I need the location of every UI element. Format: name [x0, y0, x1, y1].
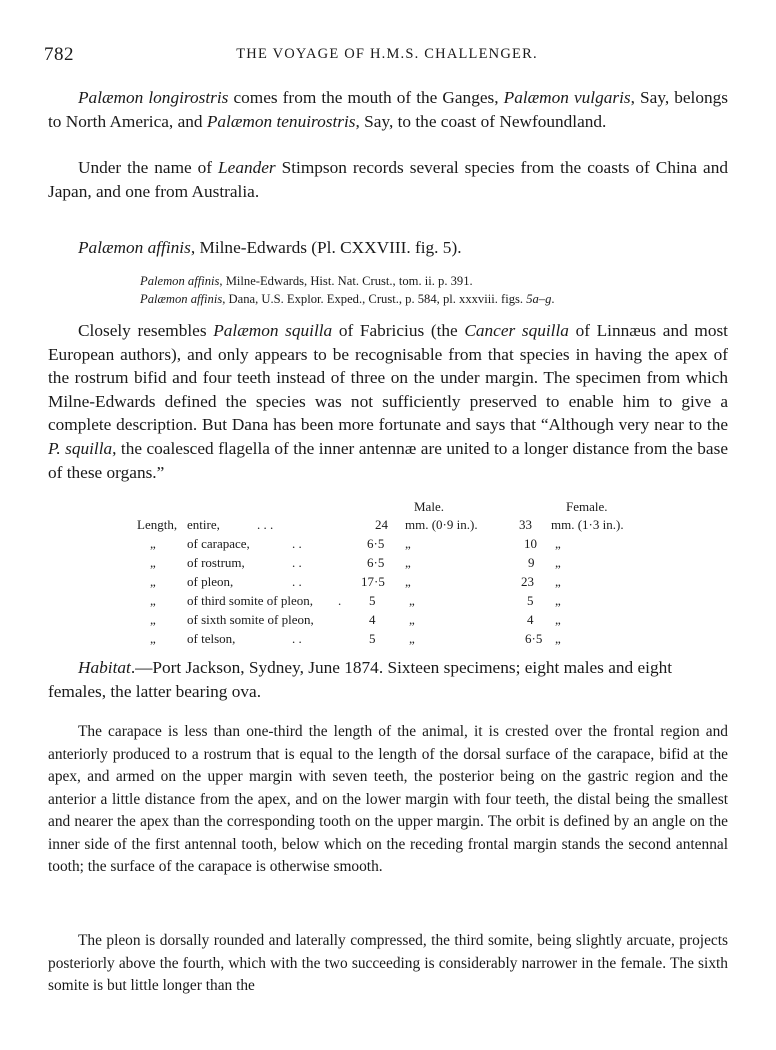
male-unit: „: [409, 593, 415, 608]
pleon-description: The pleon is dorsally rounded and laterally compressed, the third somite, being slightly arcuate, projects posteriorly above the fourth, which with the two succeeding is considerably narrower in the female. The sixth somite is but little longer than the: [48, 932, 728, 994]
female-value: 23: [521, 574, 534, 589]
species-name: Palæmon affinis: [78, 238, 191, 257]
synonym-name: Palemon affinis: [140, 274, 220, 288]
male-unit: „: [405, 536, 411, 551]
female-value: 5: [527, 593, 534, 608]
row-dots: . .: [292, 536, 302, 551]
synonym-figures: 5a–g: [526, 292, 552, 306]
text-run: Palæmon vulgaris: [503, 88, 631, 107]
female-value: 4: [527, 612, 534, 627]
habitat-paragraph: [48, 656, 728, 703]
male-unit: „: [405, 574, 411, 589]
intro-paragraph-2: [48, 156, 728, 203]
synonym-citation: , Dana, U.S. Explor. Exped., Crust., p. 584, pl. xxxviii. figs.: [222, 292, 527, 306]
row-label: of pleon,: [187, 574, 234, 589]
row-prefix: „: [150, 555, 156, 570]
row-label: of carapace,: [187, 536, 250, 551]
row-dots: . .: [292, 631, 302, 646]
text-run: , Say, belongs to North America, and: [48, 88, 728, 131]
row-label: of third somite of pleon,: [187, 593, 314, 608]
synonym-entry: [140, 272, 555, 290]
page-header: [44, 44, 730, 66]
synonym-name: Palæmon affinis: [140, 292, 223, 306]
male-value: 4: [369, 612, 376, 627]
row-dots: . .: [292, 574, 302, 589]
female-unit: „: [555, 536, 561, 551]
synonymy-list: [140, 272, 555, 308]
row-label: of telson,: [187, 631, 236, 646]
male-unit: „: [405, 555, 411, 570]
female-value: 6·5: [525, 631, 543, 646]
text-run: Leander: [218, 158, 276, 177]
synonym-citation: , Milne-Edwards, Hist. Nat. Crust., tom. ii. p. 391.: [219, 274, 473, 288]
page-number: 782: [44, 44, 74, 65]
text-run: Cancer squilla: [464, 321, 569, 340]
habitat-text: .—Port Jackson, Sydney, June 1874. Sixteen specimens; eight males and eight females, the latter bearing ova.: [48, 658, 673, 701]
male-value: 5: [369, 631, 376, 646]
synonym-end: .: [551, 292, 555, 306]
species-heading: [78, 238, 462, 258]
row-label: entire,: [187, 517, 220, 532]
carapace-description: The carapace is less than one-third the length of the animal, it is crested over the frontal region and anteriorly produced to a rostrum that is equal to the length of the dorsal surface of the carapace, bifid at the apex, and armed on the upper margin with seven teeth, the posterior being on the gastric region and the anterior a little distance from the apex, and on the lower margin with four teeth, the distal being the smallest and nearer the apex than the corresponding tooth on the upper margin. The orbit is defined by an angle on the inner side of the first antennal tooth, below which on the receding frontal margin stands the second antennal tooth; the surface of the carapace is otherwise smooth.: [48, 723, 728, 875]
male-value: 17·5: [361, 574, 385, 589]
female-unit: „: [555, 631, 561, 646]
column-header-female: Female.: [566, 499, 608, 514]
text-run: Stimpson records several species from the coasts of China and Japan, and one from Australia.: [48, 158, 729, 201]
male-unit: „: [409, 612, 415, 627]
female-unit: „: [555, 612, 561, 627]
row-label: of sixth somite of pleon,: [187, 612, 314, 627]
text-run: of Linnæus and most European authors), and only appears to be recognisable from that species in having the apex of the rostrum bifid and four teeth instead of three on the under margin. The specimen from which Milne-Edwards defined the species was not sufficiently preserved to enable him to give a complete description. But Dana has been more fortunate and says that “Although very near to the: [48, 321, 728, 435]
text-run: Palæmon squilla: [213, 321, 333, 340]
row-prefix: „: [150, 631, 156, 646]
male-value: 5: [369, 593, 376, 608]
text-run: Palæmon longirostris: [78, 88, 229, 107]
text-run: of Fabricius (the: [332, 321, 465, 340]
row-dots: .: [338, 593, 342, 608]
female-unit: „: [555, 555, 561, 570]
female-value: 9: [528, 555, 535, 570]
comparison-paragraph: [48, 319, 728, 484]
text-run: Under the name of: [78, 158, 219, 177]
row-prefix: „: [150, 536, 156, 551]
text-run: P. squilla: [48, 438, 113, 458]
male-unit: mm. (0·9 in.).: [405, 517, 478, 532]
female-unit: mm. (1·3 in.).: [551, 517, 624, 532]
row-label: of rostrum,: [187, 555, 245, 570]
column-header-male: Male.: [414, 499, 444, 514]
text-run: Palæmon tenuirostris: [206, 111, 356, 131]
row-dots: . .: [292, 555, 302, 570]
text-run: comes from the mouth of the Ganges,: [228, 88, 504, 107]
male-value: 6·5: [367, 555, 385, 570]
row-prefix: Length,: [137, 517, 178, 532]
habitat-label: Habitat: [78, 658, 131, 677]
intro-paragraph-1: [48, 86, 728, 133]
female-value: 33: [519, 517, 532, 532]
male-value: 6·5: [367, 536, 385, 551]
text-run: , the coalesced flagella of the inner antennæ are united to a longer distance from the base of these organs.”: [48, 438, 728, 482]
text-run: Closely resembles: [78, 321, 214, 340]
species-authority: , Milne-Edwards (Pl. CXXVIII. fig. 5).: [190, 238, 462, 257]
male-unit: „: [409, 631, 415, 646]
female-unit: „: [555, 593, 561, 608]
synonym-entry: [140, 290, 555, 308]
running-title: THE VOYAGE OF H.M.S. CHALLENGER.: [236, 46, 538, 62]
row-dots: . . .: [257, 517, 274, 532]
female-value: 10: [524, 536, 537, 551]
text-run: , Say, to the coast of Newfoundland.: [355, 111, 607, 131]
row-prefix: „: [150, 593, 156, 608]
female-unit: „: [555, 574, 561, 589]
male-value: 24: [375, 517, 388, 532]
row-prefix: „: [150, 574, 156, 589]
row-prefix: „: [150, 612, 156, 627]
